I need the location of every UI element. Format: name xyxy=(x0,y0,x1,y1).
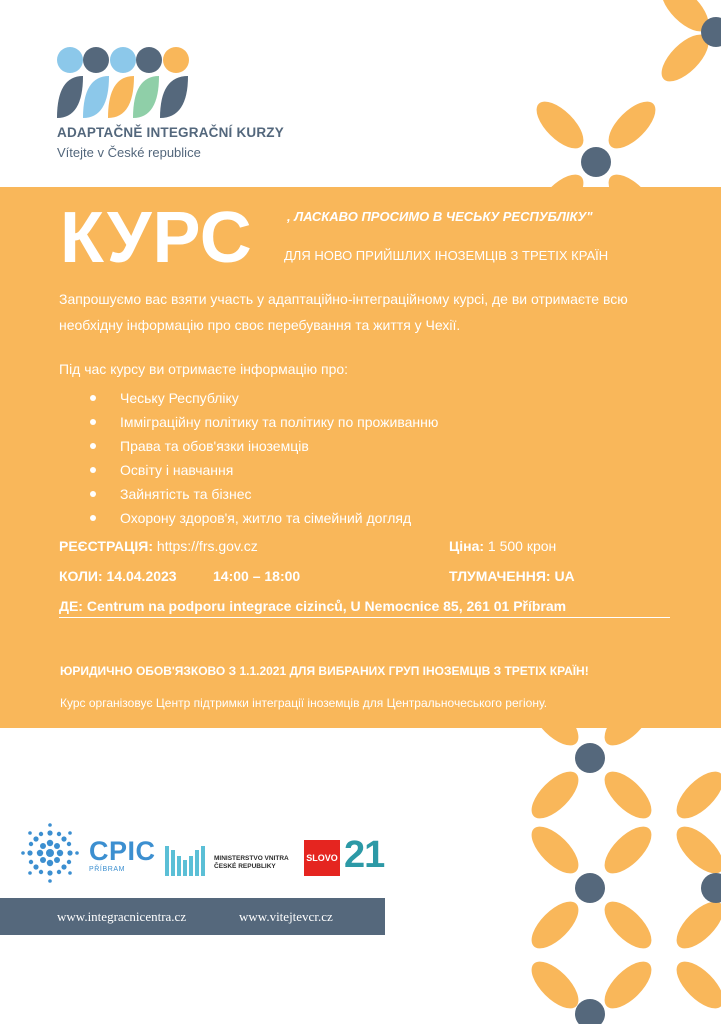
interpretation-label: ТЛУМАЧЕННЯ: UA xyxy=(449,568,575,584)
time-label: 14:00 – 18:00 xyxy=(213,568,301,584)
ministry-name: MINISTERSTVO VNITRA ČESKÉ REPUBLIKY xyxy=(214,855,289,870)
list-item: Зайнятість та бізнес xyxy=(90,482,438,506)
legal-note: ЮРИДИЧНО ОБОВ'ЯЗКОВО З 1.1.2021 ДЛЯ ВИБРАНИХ ГРУП ІНОЗЕМЦІВ З ТРЕТІХ КРАЇН! xyxy=(60,664,589,678)
list-item: Освіту і навчання xyxy=(90,458,438,482)
intro-text: Запрошуємо вас взяти участь у адаптаційно-інтеграційному курсі, де ви отримаєте всю необхідну інформацію про своє перебування та життя у Чехії. xyxy=(59,291,628,333)
topics-lead: Під час курсу ви отримаєте інформацію про: xyxy=(59,361,349,377)
list-item: Чеську Республіку xyxy=(90,386,438,410)
logo-title: ADAPTAČNĚ INTEGRAČNÍ KURZY xyxy=(57,125,284,140)
date-label: КОЛИ: 14.04.2023 xyxy=(59,568,177,584)
registration-label: РЕЄСТРАЦІЯ: xyxy=(59,538,154,554)
logo-subtitle: Vítejte v České republice xyxy=(57,145,201,160)
price-value: 1 500 крон xyxy=(487,538,557,554)
cpic-city: PŘÍBRAM xyxy=(89,866,126,873)
course-subheadline: ДЛЯ НОВО ПРИЙШЛИХ ІНОЗЕМЦІВ З ТРЕТІХ КРАЇН xyxy=(284,248,609,263)
registration-link[interactable]: https://frs.gov.cz xyxy=(156,538,258,554)
slovo-label: SLOVO xyxy=(306,853,338,863)
footer-link-integracnicentra[interactable]: www.integracnicentra.cz xyxy=(57,909,187,924)
footer-link-vitejtevcr[interactable]: www.vitejtevcr.cz xyxy=(239,909,333,924)
list-item: Права та обов'язки іноземців xyxy=(90,434,438,458)
slovo-number: 21 xyxy=(344,834,385,876)
venue-address: ДЕ: Centrum na podporu integrace cizinců, U Nemocnice 85, 261 01 Příbram xyxy=(59,598,670,618)
course-title: КУРС xyxy=(60,198,253,278)
course-headline: , ЛАСКАВО ПРОСИМО В ЧЕСЬКУ РЕСПУБЛІКУ" xyxy=(287,209,593,224)
organizer-note: Курс організовує Центр підтримки інтеграції іноземців для Центральночеського регіону. xyxy=(60,696,548,710)
list-item: Охорону здоров'я, житло та сімейний догляд xyxy=(90,506,438,530)
cpic-name: CPIC xyxy=(89,836,156,866)
price-label: Ціна: xyxy=(449,538,485,554)
list-item: Імміграційну політику та політику по проживанню xyxy=(90,410,438,434)
